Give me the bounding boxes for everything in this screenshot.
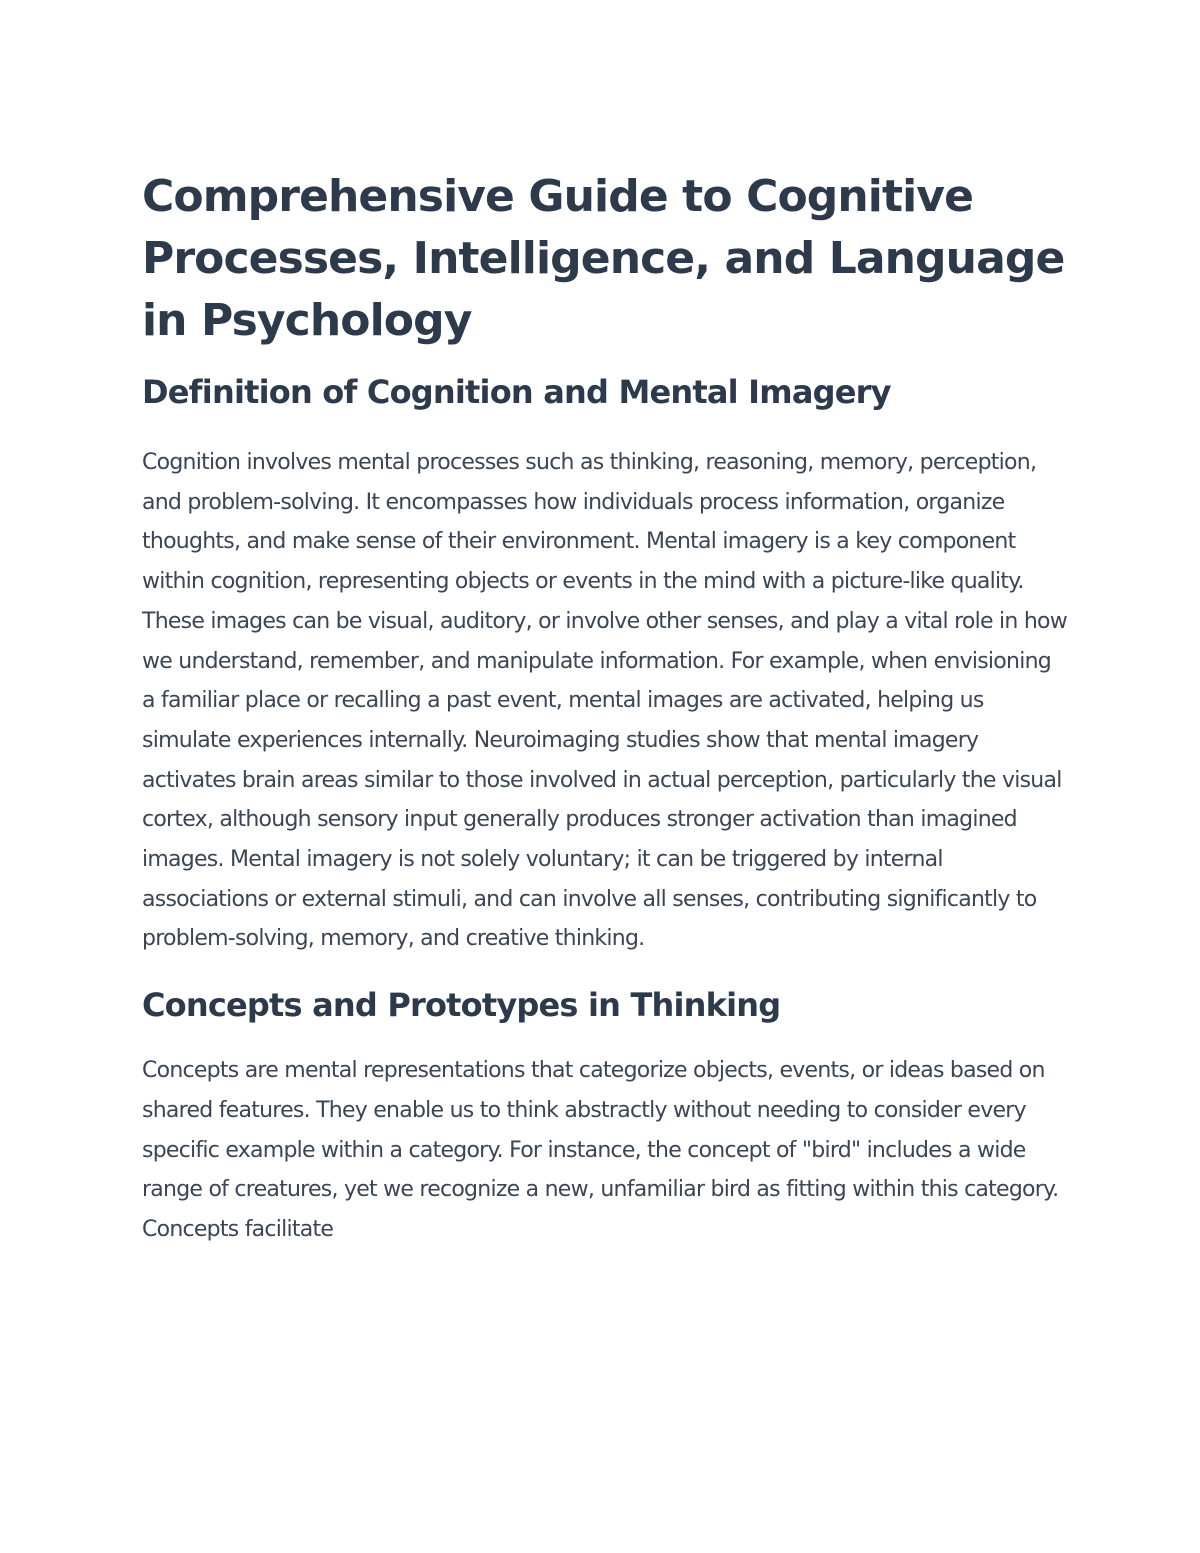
section-heading-concepts: Concepts and Prototypes in Thinking <box>142 986 781 1025</box>
section-body-concepts: Concepts are mental representations that categorize objects, events, or ideas based on shared features. They enable us to think abstractly without needing to consider every specific example within a category. For instance, the concept of "bird" includes a wide range of creatures, yet we recognize a new, unfamiliar bird as fitting within this category. Concepts facilitate <box>142 1058 1059 1242</box>
document-page <box>142 166 1067 1250</box>
document-title: Comprehensive Guide to Cognitive Processes, Intelligence, and Language in Psychology <box>142 171 1065 346</box>
section-heading-cognition: Definition of Cognition and Mental Imagery <box>142 373 891 411</box>
section-body-cognition: Cognition involves mental processes such as thinking, reasoning, memory, perception, and problem-solving. It encompasses how individuals process information, organize thoughts, and make sense of their environment. Mental imagery is a key component within cognition, representing objects or events in the mind with a picture-like quality. These images can be visual, auditory, or involve other senses, and play a vital role in how we understand, remember, and manipulate information. For example, when envisioning a familiar place or recalling a past event, mental images are activated, helping us simulate experiences internally. Neuroimaging studies show that mental imagery activates brain areas similar to those involved in actual perception, particularly the visual cortex, although sensory input generally produces stronger activation than imagined images. Mental imagery is not solely voluntary; it can be triggered by internal associations or external stimuli, and can involve all senses, contributing significantly to problem-solving, memory, and creative thinking. <box>142 450 1067 952</box>
